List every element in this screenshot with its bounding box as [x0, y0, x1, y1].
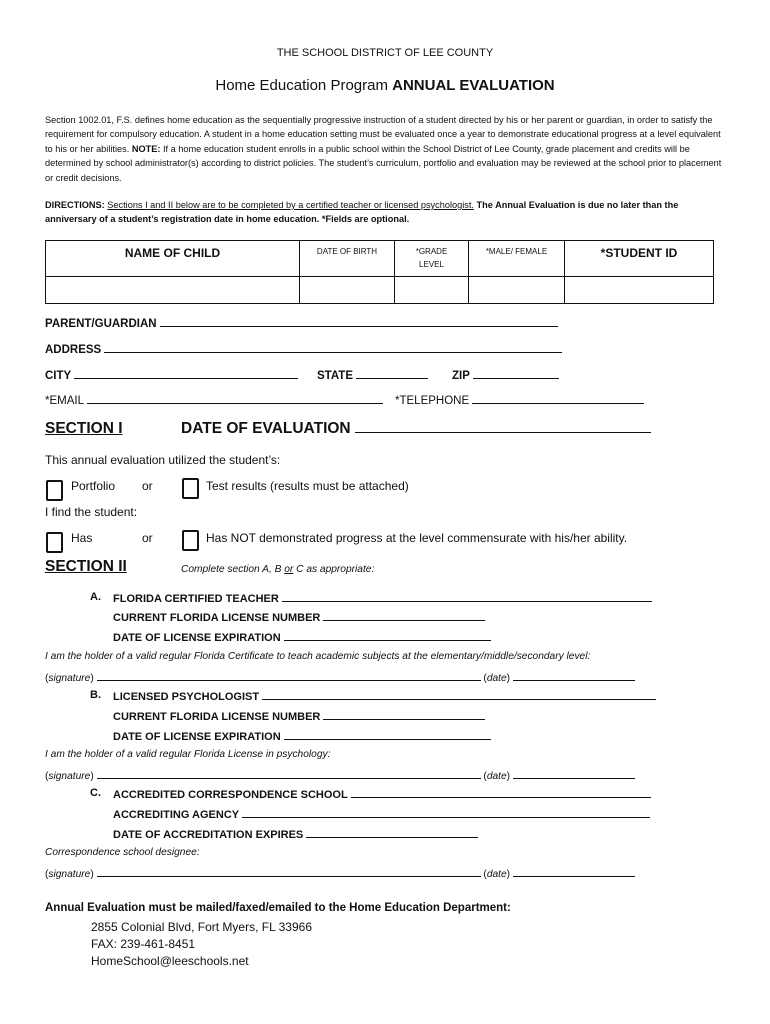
city-row [45, 368, 298, 382]
grade-level-header [395, 241, 469, 277]
evaluation-date-row [181, 420, 651, 438]
district-name: THE SCHOOL DISTRICT OF LEE COUNTY [276, 47, 494, 59]
name-of-child-header: NAME OF CHILD [46, 241, 300, 277]
title-regular: Home Education Program [215, 77, 393, 94]
zip-row [452, 368, 559, 382]
name-of-child-field[interactable] [46, 277, 300, 304]
evaluation-date-field[interactable] [355, 420, 651, 433]
c-label: C. [90, 787, 101, 799]
email-row [45, 393, 383, 407]
signature-label: signature [48, 673, 91, 684]
intro-note-text: If a home education student enrolls in a public school within the School District of Lee County, grade placement and credits will be determined by school administrator(s) according to district policies. The student’s curriculum, portfolio and evaluation may be reviewed at the school prior to placement or credit decisions. [45, 143, 722, 183]
student-id-header: *STUDENT ID [565, 241, 714, 277]
zip-label: ZIP [452, 370, 470, 382]
correspondence-date-field[interactable] [513, 866, 635, 877]
teacher-expiration-label: DATE OF LICENSE EXPIRATION [113, 632, 281, 644]
teacher-date-field[interactable] [513, 670, 635, 681]
teacher-signature-field[interactable] [97, 670, 481, 681]
city-label: CITY [45, 370, 71, 382]
accreditation-expires-row [113, 827, 478, 841]
psychologist-field[interactable] [262, 689, 656, 700]
portfolio-checkbox[interactable] [46, 480, 63, 501]
level-label: LEVEL [419, 260, 444, 269]
instr-post: C as appropriate: [293, 564, 375, 575]
grade-label: *GRADE [415, 247, 448, 256]
date-label: date [486, 673, 507, 684]
has-label: Has [71, 531, 93, 545]
a-label: A. [90, 591, 101, 603]
intro-paragraph [45, 113, 725, 185]
address-row [45, 342, 562, 356]
city-field[interactable] [74, 368, 298, 379]
section-2-instructions [181, 564, 374, 575]
intro-text: Section 1002.01, F.S. defines home education as the sequentially progressive instruction of a student directed by his or her parent or guardian, in order to satisfy the requirement for compulsory education. A student in a home education setting must be evaluated once a year to demonstrate educational progress at a level equivalent to his or her abilities. [45, 115, 721, 154]
child-info-table [45, 240, 714, 304]
or-label-2: or [142, 531, 153, 545]
parent-row [45, 316, 558, 330]
correspondence-signature-field[interactable] [97, 866, 481, 877]
state-row [317, 368, 428, 382]
has-checkbox[interactable] [46, 532, 63, 553]
correspondence-row [113, 787, 651, 801]
note-label: NOTE: [131, 143, 161, 154]
accreditation-expires-field[interactable] [306, 827, 478, 838]
section-1-heading: SECTION I [45, 420, 123, 437]
dob-field[interactable] [300, 277, 395, 304]
teacher-license-row [113, 610, 485, 624]
student-id-field[interactable] [565, 277, 714, 304]
psychologist-expiration-label: DATE OF LICENSE EXPIRATION [113, 731, 281, 743]
section-2-heading: SECTION II [45, 558, 127, 575]
psychologist-signature-row: (signature) (date) [45, 768, 635, 782]
find-student-text: I find the student: [45, 505, 138, 519]
state-field[interactable] [356, 368, 428, 379]
signature-label: signature [48, 771, 91, 782]
department-fax: FAX: 239-461-8451 [91, 937, 196, 951]
telephone-label: *TELEPHONE [395, 395, 470, 407]
psychologist-title: LICENSED PSYCHOLOGIST [113, 691, 260, 703]
zip-field[interactable] [473, 368, 559, 379]
agency-field[interactable] [242, 807, 650, 818]
grade-level-field[interactable] [395, 277, 469, 304]
address-field[interactable] [104, 342, 562, 353]
evaluation-date-label: DATE OF EVALUATION [181, 420, 351, 437]
date-label: date [486, 869, 507, 880]
teacher-title: FLORIDA CERTIFIED TEACHER [113, 593, 279, 605]
teacher-license-label: CURRENT FLORIDA LICENSE NUMBER [113, 612, 321, 624]
has-not-checkbox[interactable] [182, 530, 199, 551]
teacher-field[interactable] [282, 591, 652, 602]
parent-field[interactable] [160, 316, 558, 327]
psychologist-license-row [113, 709, 485, 723]
agency-label: ACCREDITING AGENCY [113, 809, 239, 821]
teacher-row [113, 591, 652, 605]
signature-label: signature [48, 869, 91, 880]
form-title [0, 77, 770, 94]
sex-field[interactable] [469, 277, 565, 304]
psychologist-signature-field[interactable] [97, 768, 481, 779]
test-results-label: Test results (results must be attached) [206, 479, 409, 493]
test-results-checkbox[interactable] [182, 478, 199, 499]
directions-paragraph [45, 198, 725, 227]
teacher-license-field[interactable] [323, 610, 485, 621]
state-label: STATE [317, 370, 353, 382]
or-label-1: or [142, 479, 153, 493]
teacher-statement: I am the holder of a valid regular Florida Certificate to teach academic subjects at the elementary/middle/secondary level: [45, 651, 591, 662]
has-not-label: Has NOT demonstrated progress at the level commensurate with his/her ability. [206, 531, 628, 545]
directions-label: DIRECTIONS: [45, 200, 105, 210]
teacher-expiration-field[interactable] [284, 630, 491, 641]
instr-or: or [284, 564, 294, 575]
psychologist-license-label: CURRENT FLORIDA LICENSE NUMBER [113, 711, 321, 723]
psychologist-statement: I am the holder of a valid regular Florida License in psychology: [45, 749, 331, 760]
telephone-field[interactable] [472, 393, 644, 404]
email-field[interactable] [87, 393, 383, 404]
department-address: 2855 Colonial Blvd, Fort Myers, FL 33966 [91, 920, 312, 934]
correspondence-signature-row: (signature) (date) [45, 866, 635, 880]
title-bold: ANNUAL EVALUATION [392, 77, 555, 94]
department-email: HomeSchool@leeschools.net [91, 954, 249, 968]
correspondence-statement: Correspondence school designee: [45, 847, 200, 858]
parent-label: PARENT/GUARDIAN [45, 318, 157, 330]
portfolio-label: Portfolio [71, 479, 116, 493]
instr-pre: Complete section A, B [181, 564, 285, 575]
teacher-signature-row: (signature) (date) [45, 670, 635, 684]
telephone-row [395, 393, 644, 407]
agency-row [113, 807, 650, 821]
address-label: ADDRESS [45, 344, 102, 356]
directions-underlined: Sections I and II below are to be completed by a certified teacher or licensed psychologist. [107, 200, 474, 210]
b-label: B. [90, 689, 101, 701]
email-label: *EMAIL [45, 395, 84, 407]
psychologist-date-field[interactable] [513, 768, 635, 779]
sex-header: *MALE/ FEMALE [469, 241, 565, 277]
mail-note: Annual Evaluation must be mailed/faxed/emailed to the Home Education Department: [45, 902, 511, 914]
psychologist-expiration-field[interactable] [284, 729, 491, 740]
psychologist-row [113, 689, 656, 703]
correspondence-title: ACCREDITED CORRESPONDENCE SCHOOL [113, 789, 348, 801]
correspondence-field[interactable] [351, 787, 651, 798]
utilized-text: This annual evaluation utilized the student’s: [45, 453, 281, 467]
dob-header: DATE OF BIRTH [300, 241, 395, 277]
date-label: date [486, 771, 507, 782]
accreditation-expires-label: DATE OF ACCREDITATION EXPIRES [113, 829, 304, 841]
psychologist-expiration-row [113, 729, 491, 743]
directions-rest: The Annual Evaluation is due no later than the anniversary of a student’s registration date in home education. *Fields are optional. [45, 200, 679, 225]
teacher-expiration-row [113, 630, 491, 644]
psychologist-license-field[interactable] [323, 709, 485, 720]
